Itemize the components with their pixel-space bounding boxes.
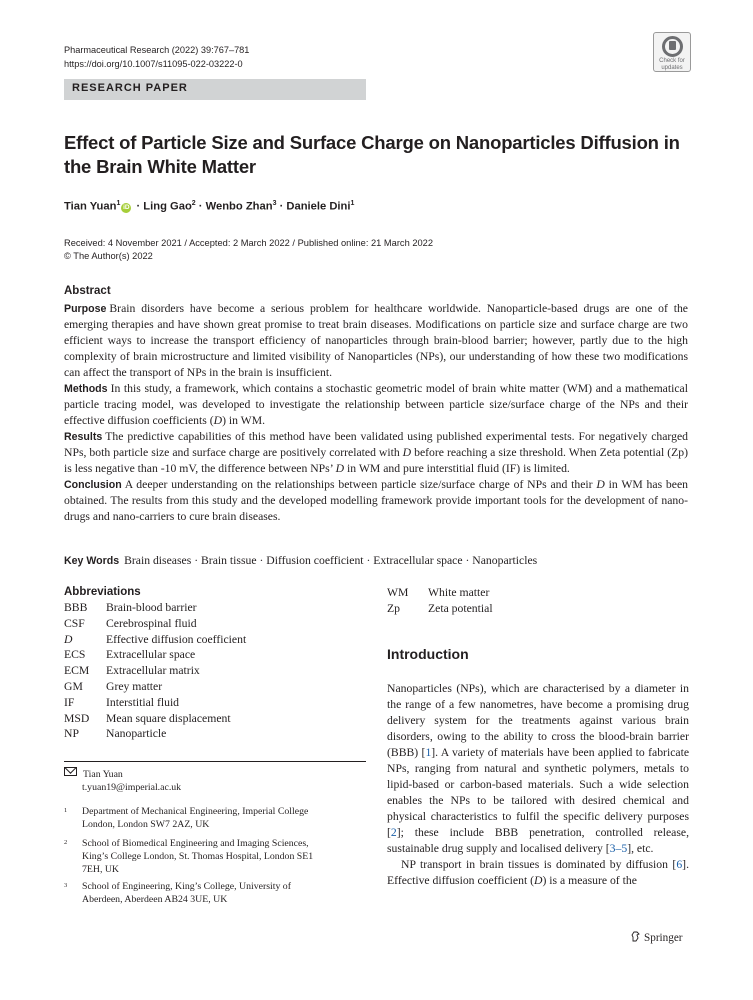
- abbreviation-row: [64, 647, 246, 663]
- abstract-methods: [64, 381, 688, 429]
- author-name[interactable]: Daniele Dini: [286, 200, 351, 213]
- check-for-updates-line2: updates: [661, 64, 683, 71]
- publisher-logo: [631, 931, 683, 944]
- author-affiliation-mark: 1: [116, 200, 121, 207]
- corresponding-email[interactable]: t.yuan19@imperial.ac.uk: [82, 782, 182, 793]
- abbreviation-definition: Zeta potential: [428, 601, 493, 615]
- affiliation-text: School of Biomedical Engineering and Imaging Sciences, King’s College London, St. Thomas Hospital, London SE1 7EH, UK: [82, 838, 314, 875]
- introduction-text: ]. A variety of materials have been applied to fabricate NPs, ranging from natural and synthetic polymers, metals to lipid-based or carbon-based materials. Such a wide selection enables the NPs to be tailored with desired chemical and physical characteristics to fulfil the specific delivery purposes [: [387, 746, 690, 839]
- abstract-purpose-text: Brain disorders have become a serious problem for healthcare worldwide. Nanoparticle-based drugs are one of the emerging therapies and have shown great promise to treat brain diseases. Modifications on particle size and surface charge are two efficient ways to increase the transport efficiency of nanoparticles through brain-blood barrier; however, partly due to the high complexity of brain microstructure and limited visibility of Nanoparticles (NPs), our understanding of how these two modifications can affect the transport of NPs in the brain is insufficient.: [64, 302, 688, 379]
- keyword[interactable]: Nanoparticles: [472, 554, 538, 567]
- publication-dates: [64, 237, 433, 262]
- introduction-paragraph: [387, 681, 689, 857]
- abbreviation-definition: Cerebrospinal fluid: [106, 616, 197, 630]
- abbreviation-row: [64, 632, 246, 648]
- keyword[interactable]: Brain diseases: [124, 554, 192, 567]
- envelope-icon: [64, 767, 77, 776]
- abbreviation-definition: Interstitial fluid: [106, 695, 180, 709]
- introduction-heading: Introduction: [387, 646, 469, 662]
- abbreviation-key: ECM: [64, 664, 90, 678]
- footnote-divider: [64, 761, 366, 762]
- symbol-d: D: [213, 414, 223, 427]
- introduction-text: Nanoparticles (NPs), which are characterised by a diameter in the range of a few nanometres, have become a promising drug delivery system for the treatments against various brain disorders, owing to the ability to cross the blood-brain barrier (BBB) [: [387, 682, 689, 759]
- doi-link[interactable]: https://doi.org/10.1007/s11095-022-03222-0: [64, 59, 243, 69]
- abbreviation-row: [64, 600, 246, 616]
- introduction-paragraph: [387, 857, 689, 889]
- abstract-conclusion-text: in WM has been obtained. The results from this study and the developed modelling framework provide important tools for the development of nano-drugs and nano-carriers to cure brain diseases.: [64, 478, 688, 523]
- check-for-updates-line1: Check for: [659, 58, 685, 64]
- check-for-updates-icon: [662, 36, 683, 57]
- abstract-heading: Abstract: [64, 285, 111, 297]
- keywords: Key Words Brain diseases · Brain tissue · Diffusion coefficient · Extracellular space · Nanoparticles: [64, 554, 538, 567]
- abstract-results-text: in WM and pure interstitial fluid (IF) is limited.: [344, 462, 570, 475]
- affiliation-text: School of Engineering, King’s College, University of Aberdeen, Aberdeen AB24 3UE, UK: [82, 881, 291, 905]
- symbol-d: D: [534, 874, 543, 887]
- author-separator: ·: [133, 200, 144, 213]
- symbol-d: D: [596, 478, 605, 491]
- copyright-notice: © The Author(s) 2022: [64, 250, 153, 261]
- check-for-updates-badge[interactable]: [653, 32, 691, 72]
- abbreviation-definition: Extracellular space: [106, 648, 196, 662]
- introduction-text: ]; these include BBB penetration, controlled release, sustainable drug supply and localised delivery [: [387, 826, 689, 855]
- abstract-purpose-label: Purpose: [64, 303, 107, 315]
- author-separator: ·: [195, 200, 206, 213]
- affiliation-number: 2: [64, 839, 68, 846]
- article-type-label: RESEARCH PAPER: [72, 82, 188, 94]
- affiliation-number: 3: [64, 882, 68, 889]
- publisher-name: Springer: [644, 932, 683, 944]
- abbreviations-heading: Abbreviations: [64, 586, 141, 598]
- affiliation-3: [64, 881, 364, 907]
- abbreviation-key: WM: [387, 586, 409, 599]
- introduction-text: ]. Effective diffusion coefficient (: [387, 858, 689, 887]
- abbreviation-key: BBB: [64, 601, 88, 614]
- abstract-results-text: before reaching a size threshold. When Zeta potential (Zp) is less negative than -10 mV, the difference between NPs’: [64, 446, 688, 475]
- journal-reference: Pharmaceutical Research (2022) 39:767–781: [64, 45, 250, 55]
- abstract-results-text: The predictive capabilities of this method have been validated using published experimental tests. For negatively charged NPs, both particle size and surface charge are positively correlated with: [64, 430, 688, 459]
- abbreviations-list-right: [387, 585, 493, 617]
- abbreviation-definition: Effective diffusion coefficient: [106, 632, 247, 646]
- citation-link[interactable]: 6: [676, 858, 683, 871]
- author-name[interactable]: Tian Yuan: [64, 200, 117, 213]
- abbreviation-row: [64, 616, 246, 632]
- abbreviation-definition: Nanoparticle: [106, 727, 167, 741]
- abbreviation-key: CSF: [64, 616, 85, 630]
- abbreviation-row: [64, 695, 246, 711]
- abbreviation-key: D: [64, 632, 73, 646]
- corresponding-author: Tian Yuan: [83, 769, 123, 780]
- abstract-conclusion: [64, 477, 688, 525]
- abbreviation-row: [64, 679, 246, 695]
- introduction-body: [387, 681, 689, 889]
- history-dates: Received: 4 November 2021 / Accepted: 2 March 2022 / Published online: 21 March 2022: [64, 238, 434, 248]
- symbol-d: D: [402, 446, 412, 459]
- abstract-methods-text: ) in WM.: [222, 414, 266, 427]
- abbreviation-key: Zp: [387, 601, 400, 615]
- correspondence-block: [64, 767, 181, 794]
- keyword[interactable]: Brain tissue: [201, 554, 257, 567]
- author-list: [64, 200, 354, 213]
- affiliation-2: [64, 838, 364, 876]
- keyword[interactable]: Diffusion coefficient: [266, 554, 364, 567]
- author-name[interactable]: Ling Gao: [143, 200, 192, 213]
- author-affiliation-mark: 3: [272, 200, 277, 207]
- author-affiliation-mark: 2: [191, 200, 196, 207]
- keyword[interactable]: Extracellular space: [373, 554, 463, 567]
- abbreviation-row: [387, 585, 493, 601]
- introduction-text: ) is a measure of the: [542, 874, 637, 887]
- abstract-methods-label: Methods: [64, 383, 108, 395]
- journal-citation: [64, 43, 249, 71]
- author-affiliation-mark: 1: [350, 200, 355, 207]
- article-type-banner: [64, 79, 366, 100]
- orcid-icon[interactable]: iD: [123, 203, 130, 211]
- citation-link[interactable]: 1: [425, 746, 432, 759]
- abbreviation-definition: Grey matter: [106, 679, 163, 693]
- abbreviation-row: [64, 663, 246, 679]
- abstract-conclusion-text: A deeper understanding on the relationships between particle size/surface charge of NPs and their: [124, 478, 597, 491]
- author-name[interactable]: Wenbo Zhan: [205, 200, 273, 213]
- abstract-purpose: [64, 301, 688, 381]
- abbreviation-definition: Mean square displacement: [106, 711, 231, 725]
- abbreviation-row: [64, 726, 246, 742]
- introduction-text: NP transport in brain tissues is dominated by diffusion [: [401, 858, 677, 871]
- citation-link[interactable]: 3–5: [609, 842, 628, 855]
- affiliation-number: 1: [64, 807, 68, 814]
- abbreviations-list-left: [64, 600, 246, 742]
- abbreviation-key: NP: [64, 727, 79, 741]
- citation-link[interactable]: 2: [390, 826, 397, 839]
- abbreviation-row: [387, 601, 493, 617]
- affiliation-text: Department of Mechanical Engineering, Imperial College London, London SW7 2AZ, UK: [82, 806, 309, 830]
- abstract-body: [64, 301, 688, 525]
- abbreviation-definition: White matter: [428, 586, 490, 599]
- abbreviation-key: ECS: [64, 648, 86, 662]
- keywords-label: Key Words: [64, 555, 120, 567]
- introduction-text: ], etc.: [627, 842, 654, 855]
- paper-title: Effect of Particle Size and Surface Charge on Nanoparticles Diffusion in the Brain White Matter: [64, 132, 680, 177]
- abstract-methods-text: In this study, a framework, which contains a stochastic geometric model of brain white matter (WM) and a mathematical particle tracing model, was developed to investigate the relationship between particle size/surface charge of the NPs and their effective diffusion coefficients (: [64, 382, 688, 427]
- abbreviation-definition: Extracellular matrix: [106, 664, 200, 678]
- abstract-conclusion-label: Conclusion: [64, 479, 122, 491]
- symbol-d: D: [335, 462, 345, 475]
- author-separator: ·: [276, 200, 287, 213]
- abbreviation-key: MSD: [64, 711, 90, 725]
- springer-horse-icon: [631, 931, 640, 942]
- abstract-results: [64, 429, 688, 477]
- abbreviation-key: IF: [64, 695, 75, 709]
- abstract-results-label: Results: [64, 431, 103, 443]
- affiliation-1: [64, 806, 364, 832]
- abbreviation-key: GM: [64, 679, 83, 693]
- abbreviation-row: [64, 711, 246, 727]
- abbreviation-definition: Brain-blood barrier: [106, 601, 197, 614]
